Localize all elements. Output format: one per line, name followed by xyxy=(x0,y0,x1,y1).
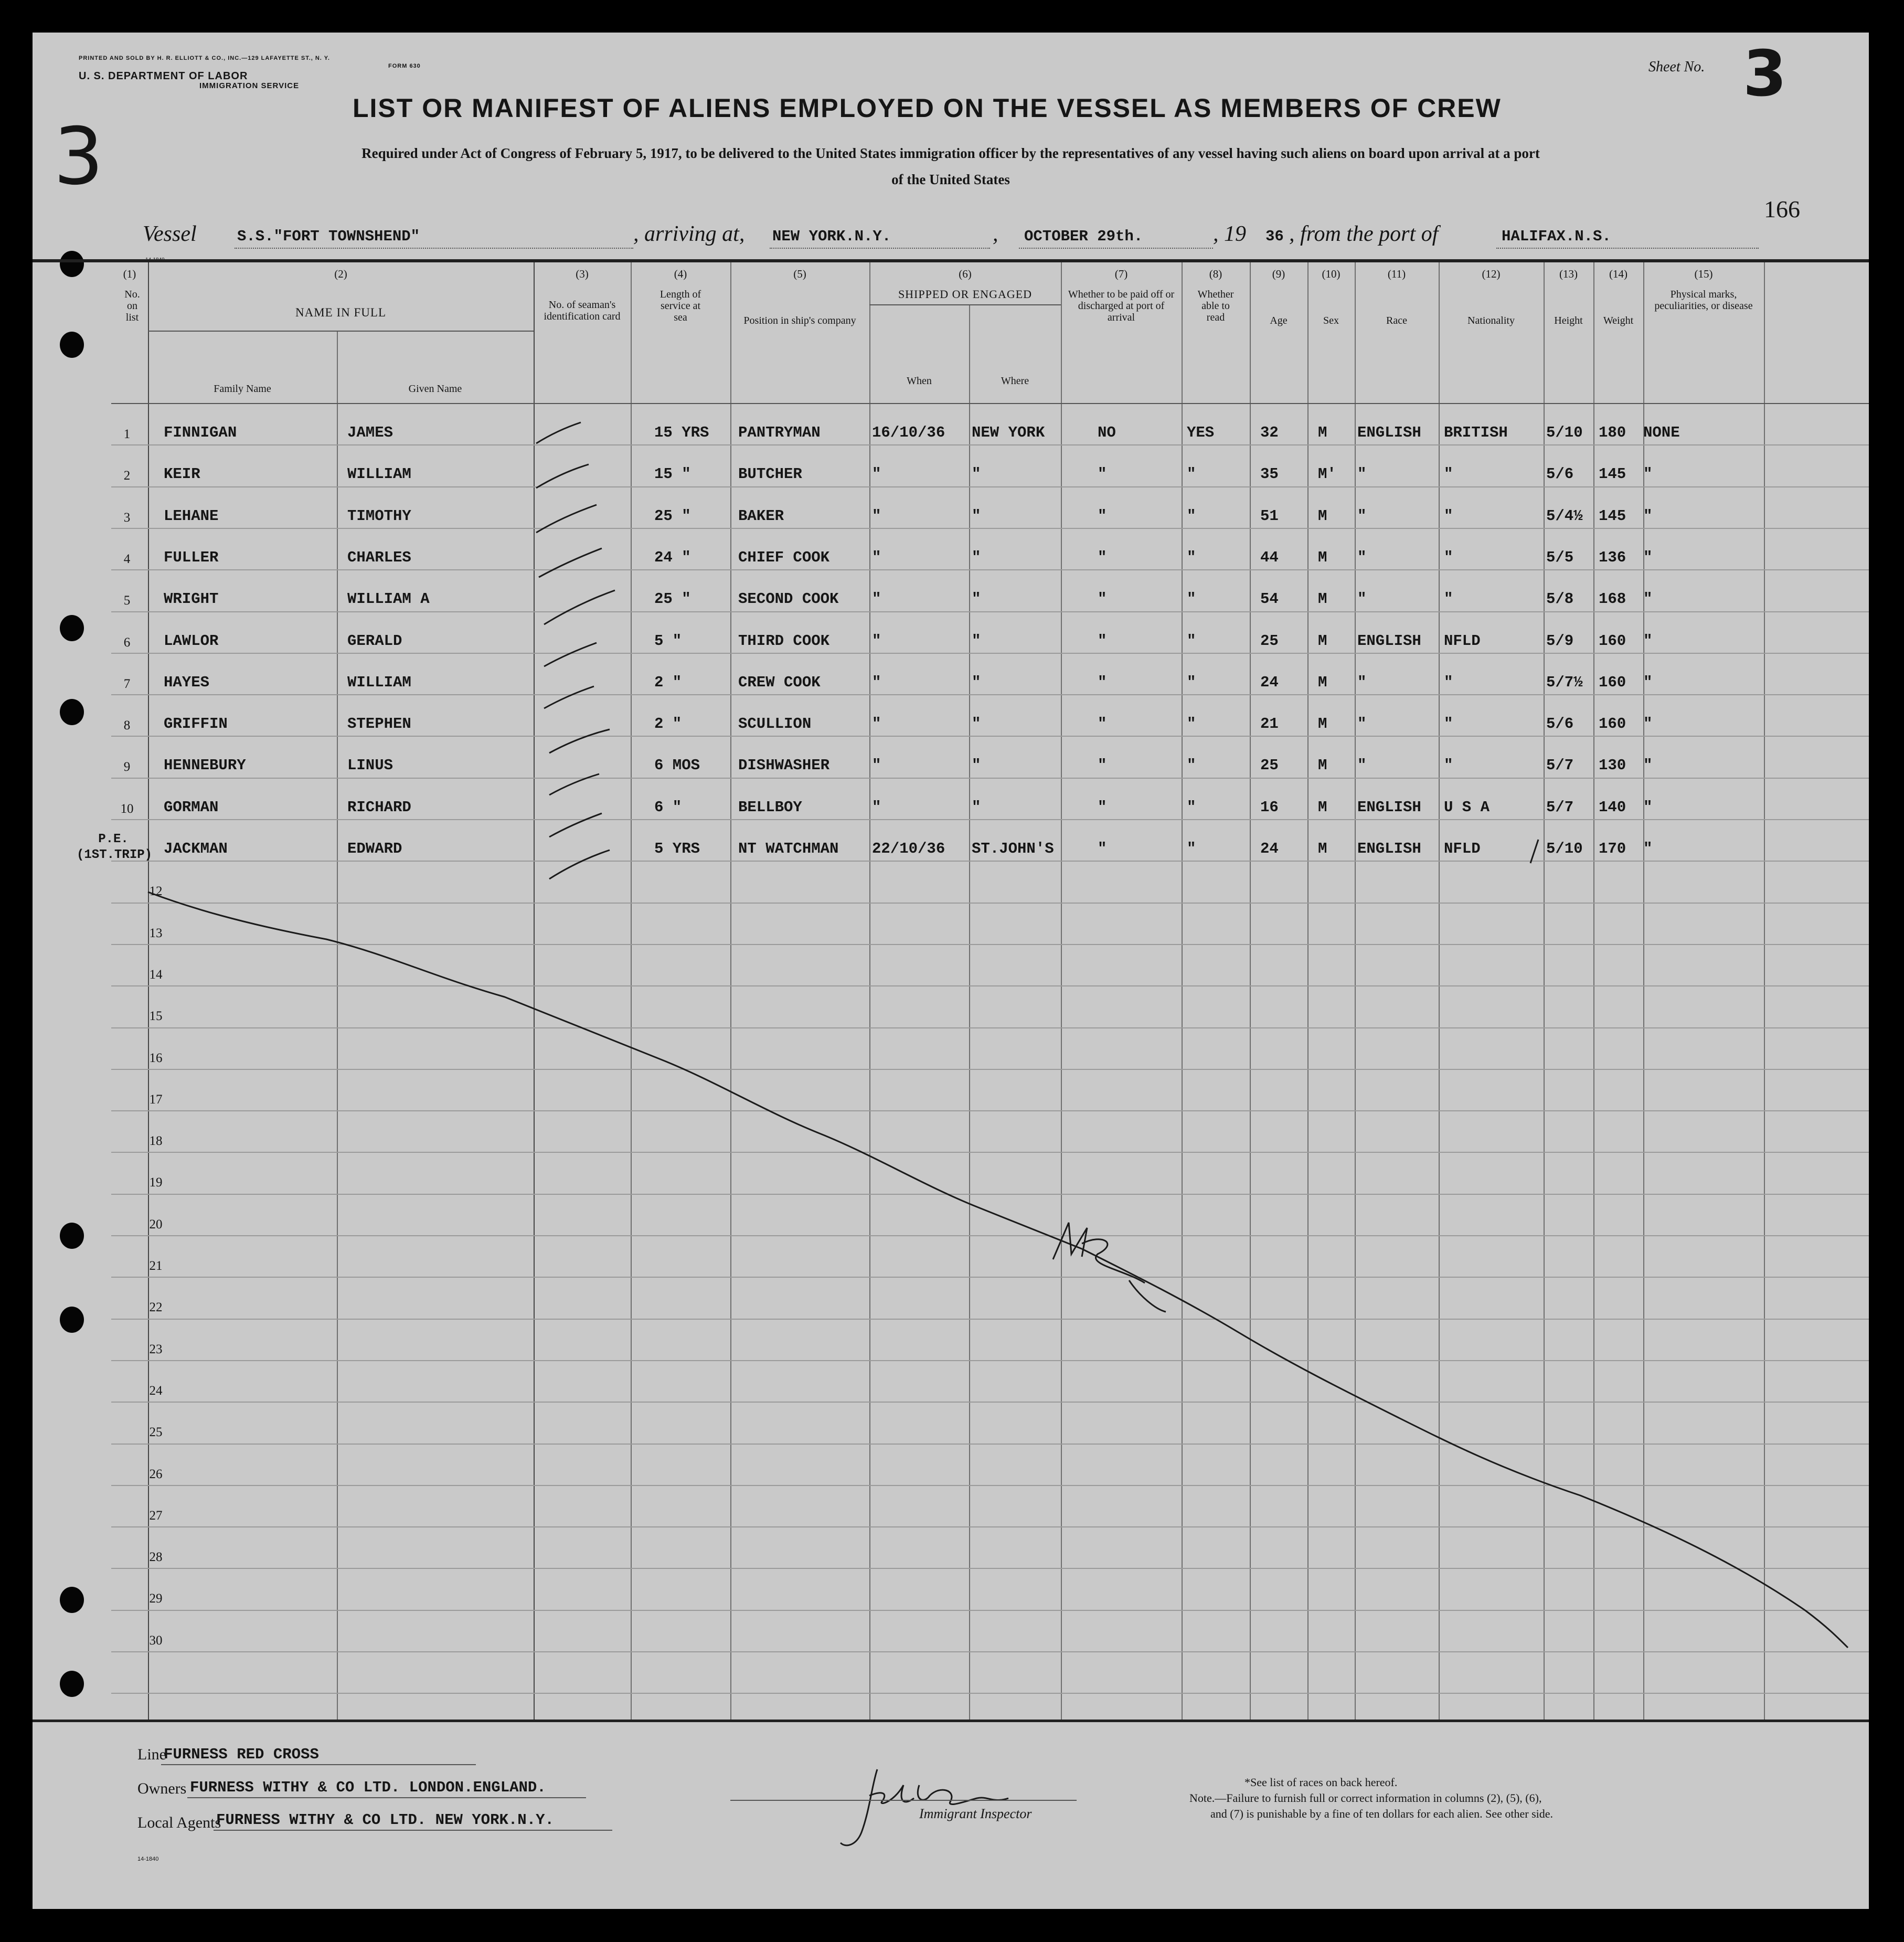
cell-paid: NO xyxy=(1098,424,1116,441)
col-num: (14) xyxy=(1609,268,1628,280)
cell-given: CHARLES xyxy=(347,548,411,566)
cell-position: NT WATCHMAN xyxy=(738,840,839,857)
cell-given: LINUS xyxy=(347,757,393,774)
vessel-value: S.S."FORT TOWNSHEND" xyxy=(237,228,420,245)
cell-when: " xyxy=(872,798,881,816)
cell-given: STEPHEN xyxy=(347,715,411,733)
header-age: Age xyxy=(1270,315,1288,326)
cell-where: ST.JOHN'S xyxy=(972,840,1054,857)
cell-where: " xyxy=(972,632,981,650)
arriving-value: NEW YORK.N.Y. xyxy=(772,228,891,245)
empty-row-number: 18 xyxy=(149,1134,163,1149)
cell-sex: M xyxy=(1318,548,1327,566)
header-nationality: Nationality xyxy=(1467,315,1515,326)
subtitle-line: of the United States xyxy=(891,172,1010,187)
cell-weight: 130 xyxy=(1599,757,1626,774)
cell-family: GRIFFIN xyxy=(164,715,228,733)
cell-nationality: BRITISH xyxy=(1444,424,1508,441)
empty-row-number: 16 xyxy=(149,1050,163,1065)
cell-family: KEIR xyxy=(164,465,200,483)
cell-marks: " xyxy=(1643,757,1653,774)
cell-height: 5/6 xyxy=(1546,715,1574,733)
cell-family: JACKMAN xyxy=(164,840,228,857)
nationality-tick xyxy=(1530,840,1538,863)
cell-marks: " xyxy=(1643,548,1653,566)
cell-sex: M xyxy=(1318,757,1327,774)
cell-service: 15 YRS xyxy=(654,424,709,441)
col-num: (1) xyxy=(123,268,136,280)
empty-row-number: 13 xyxy=(149,926,163,940)
cell-nationality: U S A xyxy=(1444,798,1490,816)
cell-marks: " xyxy=(1643,632,1653,650)
cell-age: 54 xyxy=(1260,590,1279,608)
header-able-to-read: Whether able to read xyxy=(1197,289,1234,323)
from-port-label: , from the port of xyxy=(1289,222,1439,246)
row-number: P.E. (1ST.TRIP) xyxy=(77,832,153,862)
header-family-name: Family Name xyxy=(214,383,271,395)
fine-note-2: and (7) is punishable by a fine of ten dollars for each alien. See other side. xyxy=(1210,1807,1554,1820)
cell-race: " xyxy=(1357,507,1367,525)
cell-age: 16 xyxy=(1260,798,1279,816)
cell-family: FINNIGAN xyxy=(164,424,237,441)
cell-height: 5/9 xyxy=(1546,632,1574,650)
cell-weight: 170 xyxy=(1599,840,1626,857)
cell-height: 5/7 xyxy=(1546,798,1574,816)
cell-service: 6 MOS xyxy=(654,757,700,774)
empty-row-number: 28 xyxy=(149,1550,163,1565)
cell-position: CHIEF COOK xyxy=(738,548,830,566)
cell-nationality: " xyxy=(1444,465,1453,483)
cell-read: " xyxy=(1187,632,1196,650)
row-number: 2 xyxy=(123,469,131,483)
cell-nationality: " xyxy=(1444,548,1453,566)
cell-paid: " xyxy=(1098,507,1107,525)
cell-weight: 145 xyxy=(1599,465,1626,483)
header-name-in-full: NAME IN FULL xyxy=(295,306,386,319)
cell-sex: M xyxy=(1318,507,1327,525)
arriving-label: , arriving at, xyxy=(633,222,745,246)
vessel-label: Vessel xyxy=(143,222,197,246)
row-number: 4 xyxy=(123,551,131,566)
cell-position: SECOND COOK xyxy=(738,590,839,608)
cell-nationality: NFLD xyxy=(1444,840,1481,857)
cell-read: " xyxy=(1187,757,1196,774)
cell-read: " xyxy=(1187,548,1196,566)
cell-nationality: NFLD xyxy=(1444,632,1481,650)
cell-race: " xyxy=(1357,673,1367,691)
cell-sex: M' xyxy=(1318,465,1336,483)
header-position: Position in ship's company xyxy=(743,315,856,326)
header-no-on-list: No. on list xyxy=(124,289,140,323)
local-agents-value: FURNESS WITHY & CO LTD. NEW YORK.N.Y. xyxy=(216,1811,554,1829)
cell-sex: M xyxy=(1318,673,1327,691)
cell-when: " xyxy=(872,673,881,691)
cell-service: 25 " xyxy=(654,507,691,525)
cell-paid: " xyxy=(1098,548,1107,566)
col-num: (12) xyxy=(1482,268,1501,280)
header-id-card: No. of seaman's identification card xyxy=(544,299,621,322)
cell-where: " xyxy=(972,757,981,774)
empty-row-number: 14 xyxy=(149,967,163,982)
cell-age: 32 xyxy=(1260,424,1279,441)
row-number: 8 xyxy=(123,718,131,733)
cell-where: " xyxy=(972,548,981,566)
empty-row-number: 30 xyxy=(149,1633,163,1648)
col-num: (5) xyxy=(793,268,806,280)
cell-race: ENGLISH xyxy=(1357,424,1421,441)
empty-row-number: 19 xyxy=(149,1175,163,1190)
cell-read: " xyxy=(1187,798,1196,816)
subtitle-line: Required under Act of Congress of February 5, 1917, to be delivered to the United States immigration officer by the representatives of any vessel having such aliens on board upon arrival at a port xyxy=(361,145,1540,161)
col-num: (2) xyxy=(334,268,347,280)
cell-age: 51 xyxy=(1260,507,1279,525)
cell-given: EDWARD xyxy=(347,840,402,857)
header-given-name: Given Name xyxy=(408,383,462,395)
header-sex: Sex xyxy=(1323,315,1339,326)
cell-when: " xyxy=(872,590,881,608)
cell-read: " xyxy=(1187,507,1196,525)
cell-nationality: " xyxy=(1444,715,1453,733)
empty-row-number: 27 xyxy=(149,1508,163,1523)
crew-table xyxy=(33,262,1869,1721)
page-number: 166 xyxy=(1764,196,1800,222)
row-number: 3 xyxy=(123,510,131,525)
cancellation-line xyxy=(148,892,1082,1249)
col-num: (13) xyxy=(1559,268,1578,280)
col-num: (6) xyxy=(959,268,972,280)
cell-age: 35 xyxy=(1260,465,1279,483)
cell-where: " xyxy=(972,715,981,733)
local-agents-label: Local Agents xyxy=(137,1814,221,1831)
cell-position: BUTCHER xyxy=(738,465,802,483)
cell-weight: 136 xyxy=(1599,548,1626,566)
arrival-date: OCTOBER 29th. xyxy=(1024,228,1143,245)
header-shipped-engaged: SHIPPED OR ENGAGED xyxy=(898,288,1033,301)
cell-given: WILLIAM xyxy=(347,673,411,691)
cell-position: BELLBOY xyxy=(738,798,802,816)
cell-where: " xyxy=(972,673,981,691)
cell-sex: M xyxy=(1318,715,1327,733)
cell-when: 22/10/36 xyxy=(872,840,945,857)
header-length-service: Length of service at sea xyxy=(660,289,701,323)
cell-when: " xyxy=(872,715,881,733)
cell-where: " xyxy=(972,798,981,816)
port-value: HALIFAX.N.S. xyxy=(1502,228,1611,245)
col-num: (3) xyxy=(576,268,589,280)
cell-weight: 160 xyxy=(1599,673,1626,691)
cell-paid: " xyxy=(1098,798,1107,816)
cell-where: " xyxy=(972,507,981,525)
handwriting-overlay xyxy=(33,262,1869,1721)
cell-paid: " xyxy=(1098,757,1107,774)
cell-position: PANTRYMAN xyxy=(738,424,821,441)
cell-position: SCULLION xyxy=(738,715,812,733)
line-label: Line xyxy=(137,1746,166,1763)
row-number: 7 xyxy=(123,676,131,691)
header-paid-off: Whether to be paid off or discharged at port of arrival xyxy=(1068,289,1175,323)
cell-service: 25 " xyxy=(654,590,691,608)
cell-position: THIRD COOK xyxy=(738,632,830,650)
header-physical-marks: Physical marks, peculiarities, or disease xyxy=(1654,289,1753,312)
cell-height: 5/10 xyxy=(1546,840,1583,857)
id-card-ticks xyxy=(536,422,615,879)
cell-read: YES xyxy=(1187,424,1215,441)
vessel-line: Vessel S.S."FORT TOWNSHEND" , arriving at, NEW YORK.N.Y. , OCTOBER 29th. , 19 36 , from the port of HALIFAX.N.S. xyxy=(143,221,1769,253)
empty-row-number: 25 xyxy=(149,1425,163,1440)
cell-height: 5/10 xyxy=(1546,424,1583,441)
cell-weight: 145 xyxy=(1599,507,1626,525)
empty-row-number: 29 xyxy=(149,1591,163,1606)
cell-sex: M xyxy=(1318,798,1327,816)
empty-row-number: 22 xyxy=(149,1300,163,1315)
corner-number: 3 xyxy=(54,111,104,203)
cell-height: 5/5 xyxy=(1546,548,1574,566)
cell-age: 25 xyxy=(1260,632,1279,650)
row-number: 6 xyxy=(123,635,131,650)
col-num: (15) xyxy=(1694,268,1713,280)
cell-race: ENGLISH xyxy=(1357,632,1421,650)
page-subtitle xyxy=(137,140,1764,193)
department-name: U. S. DEPARTMENT OF LABOR xyxy=(79,70,248,82)
inspector-label: Immigrant Inspector xyxy=(919,1806,1032,1821)
cell-paid: " xyxy=(1098,590,1107,608)
cell-given: GERALD xyxy=(347,632,402,650)
header-height: Height xyxy=(1554,315,1583,326)
col-num: (10) xyxy=(1322,268,1341,280)
cell-where: " xyxy=(972,465,981,483)
cell-read: " xyxy=(1187,673,1196,691)
header-where: Where xyxy=(1001,375,1029,387)
year-value: 36 xyxy=(1265,228,1284,245)
cell-marks: " xyxy=(1643,798,1653,816)
cell-height: 5/7 xyxy=(1546,757,1574,774)
cell-race: " xyxy=(1357,465,1367,483)
cell-paid: " xyxy=(1098,673,1107,691)
sheet-label: Sheet No. xyxy=(1648,59,1705,75)
empty-row-number: 24 xyxy=(149,1383,163,1398)
cell-position: BAKER xyxy=(738,507,784,525)
owners-label: Owners xyxy=(137,1780,187,1797)
cell-when: " xyxy=(872,548,881,566)
row-number: 1 xyxy=(123,427,131,441)
footer-form-code: 14-1840 xyxy=(137,1856,159,1862)
cell-family: LEHANE xyxy=(164,507,219,525)
cell-read: " xyxy=(1187,590,1196,608)
cell-given: RICHARD xyxy=(347,798,411,816)
cell-race: " xyxy=(1357,590,1367,608)
cell-marks: " xyxy=(1643,715,1653,733)
cell-family: WRIGHT xyxy=(164,590,219,608)
cell-read: " xyxy=(1187,840,1196,857)
cell-position: CREW COOK xyxy=(738,673,821,691)
cell-nationality: " xyxy=(1444,507,1453,525)
cell-service: 5 YRS xyxy=(654,840,700,857)
cell-race: " xyxy=(1357,715,1367,733)
cell-when: " xyxy=(872,465,881,483)
cell-given: JAMES xyxy=(347,424,393,441)
cell-where: NEW YORK xyxy=(972,424,1045,441)
col-num: (8) xyxy=(1209,268,1222,280)
cell-marks: " xyxy=(1643,673,1653,691)
cell-family: FULLER xyxy=(164,548,219,566)
cell-position: DISHWASHER xyxy=(738,757,830,774)
cell-given: TIMOTHY xyxy=(347,507,411,525)
cell-paid: " xyxy=(1098,715,1107,733)
cell-height: 5/8 xyxy=(1546,590,1574,608)
empty-row-number: 20 xyxy=(149,1217,163,1232)
cell-when: 16/10/36 xyxy=(872,424,945,441)
cell-read: " xyxy=(1187,465,1196,483)
cell-marks: " xyxy=(1643,465,1653,483)
empty-row-number: 17 xyxy=(149,1092,163,1107)
cell-weight: 168 xyxy=(1599,590,1626,608)
cell-family: HAYES xyxy=(164,673,210,691)
row-number: 5 xyxy=(123,593,131,608)
footer xyxy=(33,1722,1869,1906)
sheet-number: 3 xyxy=(1743,38,1787,111)
cell-race: " xyxy=(1357,757,1367,774)
owners-value: FURNESS WITHY & CO LTD. LONDON.ENGLAND. xyxy=(190,1779,546,1796)
cell-service: 15 " xyxy=(654,465,691,483)
col-num: (7) xyxy=(1114,268,1128,280)
cell-service: 24 " xyxy=(654,548,691,566)
col-num: (9) xyxy=(1272,268,1285,280)
year-prefix: , 19 xyxy=(1213,222,1246,246)
manifest-sheet xyxy=(33,33,1869,1909)
printer-credit xyxy=(79,55,498,90)
cell-race: " xyxy=(1357,548,1367,566)
race-note: *See list of races on back hereof. xyxy=(1244,1776,1398,1789)
header-weight: Weight xyxy=(1603,315,1634,326)
cell-when: " xyxy=(872,632,881,650)
cell-nationality: " xyxy=(1444,757,1453,774)
printer-line: PRINTED AND SOLD BY H. R. ELLIOTT & CO., INC.—129 LAFAYETTE ST., N. Y. xyxy=(79,55,330,61)
cell-paid: " xyxy=(1098,840,1107,857)
cell-race: ENGLISH xyxy=(1357,798,1421,816)
cell-weight: 160 xyxy=(1599,715,1626,733)
empty-row-number: 23 xyxy=(149,1342,163,1356)
line-value: FURNESS RED CROSS xyxy=(164,1746,319,1763)
empty-row-number: 26 xyxy=(149,1467,163,1481)
header-race: Race xyxy=(1386,315,1407,326)
empty-row-number: 15 xyxy=(149,1009,163,1024)
cell-where: " xyxy=(972,590,981,608)
cell-when: " xyxy=(872,507,881,525)
inspector-initials xyxy=(1053,1223,1166,1312)
fine-note-1: Note.—Failure to furnish full or correct information in columns (2), (5), (6), xyxy=(1189,1791,1542,1805)
cell-service: 5 " xyxy=(654,632,682,650)
cell-nationality: " xyxy=(1444,590,1453,608)
cell-age: 24 xyxy=(1260,673,1279,691)
cell-sex: M xyxy=(1318,424,1327,441)
cell-marks: " xyxy=(1643,507,1653,525)
col-num: (4) xyxy=(674,268,687,280)
cell-family: HENNEBURY xyxy=(164,757,246,774)
cell-marks: " xyxy=(1643,590,1653,608)
empty-row-number: 12 xyxy=(149,884,163,899)
cell-race: ENGLISH xyxy=(1357,840,1421,857)
cell-service: 6 " xyxy=(654,798,682,816)
col-num: (11) xyxy=(1387,268,1406,280)
cell-paid: " xyxy=(1098,632,1107,650)
cell-marks: " xyxy=(1643,840,1653,857)
cell-age: 21 xyxy=(1260,715,1279,733)
cell-paid: " xyxy=(1098,465,1107,483)
cell-marks: NONE xyxy=(1643,424,1680,441)
cell-nationality: " xyxy=(1444,673,1453,691)
form-number: FORM 630 xyxy=(388,63,421,69)
cell-when: " xyxy=(872,757,881,774)
cell-read: " xyxy=(1187,715,1196,733)
cell-age: 44 xyxy=(1260,548,1279,566)
cell-given: WILLIAM A xyxy=(347,590,430,608)
cell-height: 5/4½ xyxy=(1546,507,1583,525)
row-number: 9 xyxy=(123,760,131,774)
cell-weight: 180 xyxy=(1599,424,1626,441)
cell-sex: M xyxy=(1318,590,1327,608)
empty-row-number: 21 xyxy=(149,1259,163,1273)
cell-sex: M xyxy=(1318,840,1327,857)
cell-age: 25 xyxy=(1260,757,1279,774)
row-number: 10 xyxy=(120,801,134,816)
cell-height: 5/6 xyxy=(1546,465,1574,483)
cell-height: 5/7½ xyxy=(1546,673,1583,691)
page-title: LIST OR MANIFEST OF ALIENS EMPLOYED ON THE VESSEL AS MEMBERS OF CREW xyxy=(353,93,1502,123)
cell-age: 24 xyxy=(1260,840,1279,857)
cell-family: LAWLOR xyxy=(164,632,219,650)
cell-service: 2 " xyxy=(654,715,682,733)
cell-weight: 160 xyxy=(1599,632,1626,650)
cell-weight: 140 xyxy=(1599,798,1626,816)
service-name: IMMIGRATION SERVICE xyxy=(199,81,300,90)
cell-family: GORMAN xyxy=(164,798,219,816)
cell-given: WILLIAM xyxy=(347,465,411,483)
header-when: When xyxy=(907,375,932,387)
cell-sex: M xyxy=(1318,632,1327,650)
cell-service: 2 " xyxy=(654,673,682,691)
